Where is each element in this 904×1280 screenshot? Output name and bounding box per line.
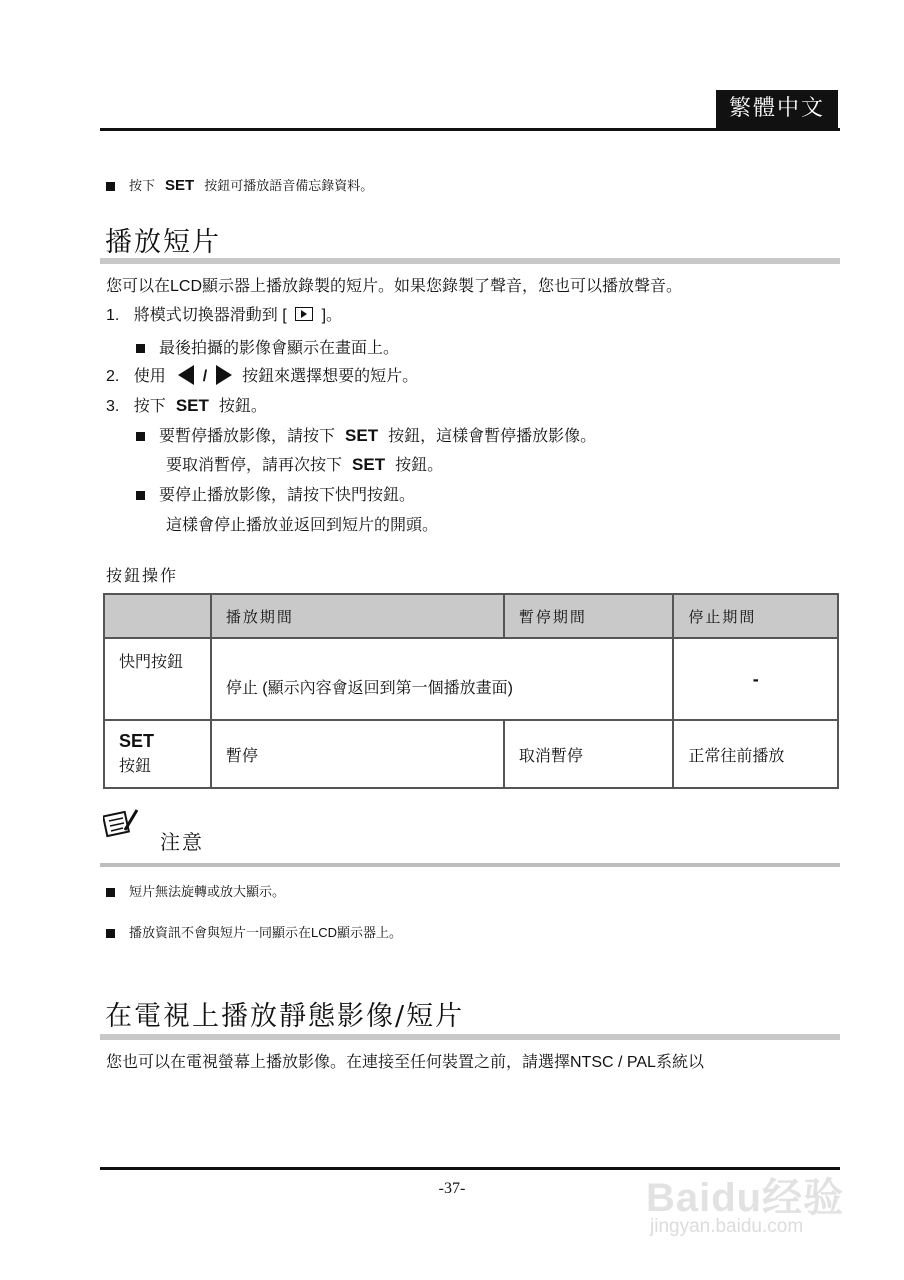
section-title: 播放短片 [105,227,221,258]
language-tag: 繁體中文 [716,90,838,128]
section-description: 您可以在LCD顯示器上播放錄製的短片。如果您錄製了聲音，您也可以播放聲音。 [106,278,683,295]
step-1: 1. 將模式切換器滑動到 [ ]。 [106,307,343,324]
right-arrow-icon [216,365,232,385]
table-cell: 停止 (顯示內容會返回到第一個播放畫面) [211,638,674,720]
sub-bullet-pause-line2: 要取消暫停，請再次按下 SET 按鈕。 [166,455,444,474]
row-label: 快門按鈕 [104,638,211,720]
table-header-cell: 播放期間 [211,594,504,638]
section-title: 在電視上播放靜態影像/短片 [105,1001,465,1032]
step-2: 2. 使用 / 按鈕來選擇想要的短片。 [106,363,418,386]
step-3: 3. 按下 SET 按鈕。 [106,396,267,415]
sub-bullet-stop: 要停止播放影像，請按下快門按鈕。 [136,482,415,505]
table-row [104,720,838,788]
note-title: 注意 [160,830,204,854]
table-cell: 暫停 [211,720,504,788]
table-header-row [104,594,838,638]
note-rule [100,863,840,867]
bullet-icon [106,929,115,938]
section-description: 您也可以在電視螢幕上播放影像。在連接至任何裝置之前，請選擇NTSC / PAL系統以 [106,1054,704,1071]
table-cell: - [673,638,838,720]
playback-mode-icon [295,307,313,321]
table-header-cell: 停止期間 [673,594,838,638]
sub-bullet-stop-line2: 這樣會停止播放並返回到短片的開頭。 [166,517,439,534]
button-operations-table [103,593,839,789]
left-arrow-icon [178,365,194,385]
bullet-icon [136,491,145,500]
page-number: -37- [438,1180,466,1197]
table-cell: 取消暫停 [504,720,674,788]
table-caption: 按鈕操作 [106,566,179,585]
section-rule [100,258,840,264]
bullet-icon [106,182,115,191]
bullet-icon [136,432,145,441]
bullet-icon [106,888,115,897]
sub-bullet-pause: 要暫停播放影像，請按下 SET 按鈕，這樣會暫停播放影像。 [136,423,596,446]
table-cell: 正常往前播放 [673,720,838,788]
note-item: 播放資訊不會與短片一同顯示在LCD顯示器上。 [106,922,402,941]
section-rule [100,1034,840,1040]
bullet-icon [136,344,145,353]
notepad-icon [103,808,139,838]
row-label: SET 按鈕 [104,720,211,788]
table-header-cell: 暫停期間 [504,594,674,638]
note-item: 短片無法旋轉或放大顯示。 [106,881,285,900]
table-row [104,638,838,720]
intro-bullet: 按下 SET 按鈕可播放語音備忘錄資料。 [106,175,373,194]
watermark-url: jingyan.baidu.com [650,1216,804,1237]
watermark-logo: Baidu经验 [646,1176,845,1220]
step-1-sub: 最後拍攝的影像會顯示在畫面上。 [136,335,399,358]
table-header-cell [104,594,211,638]
header-rule [100,128,840,131]
